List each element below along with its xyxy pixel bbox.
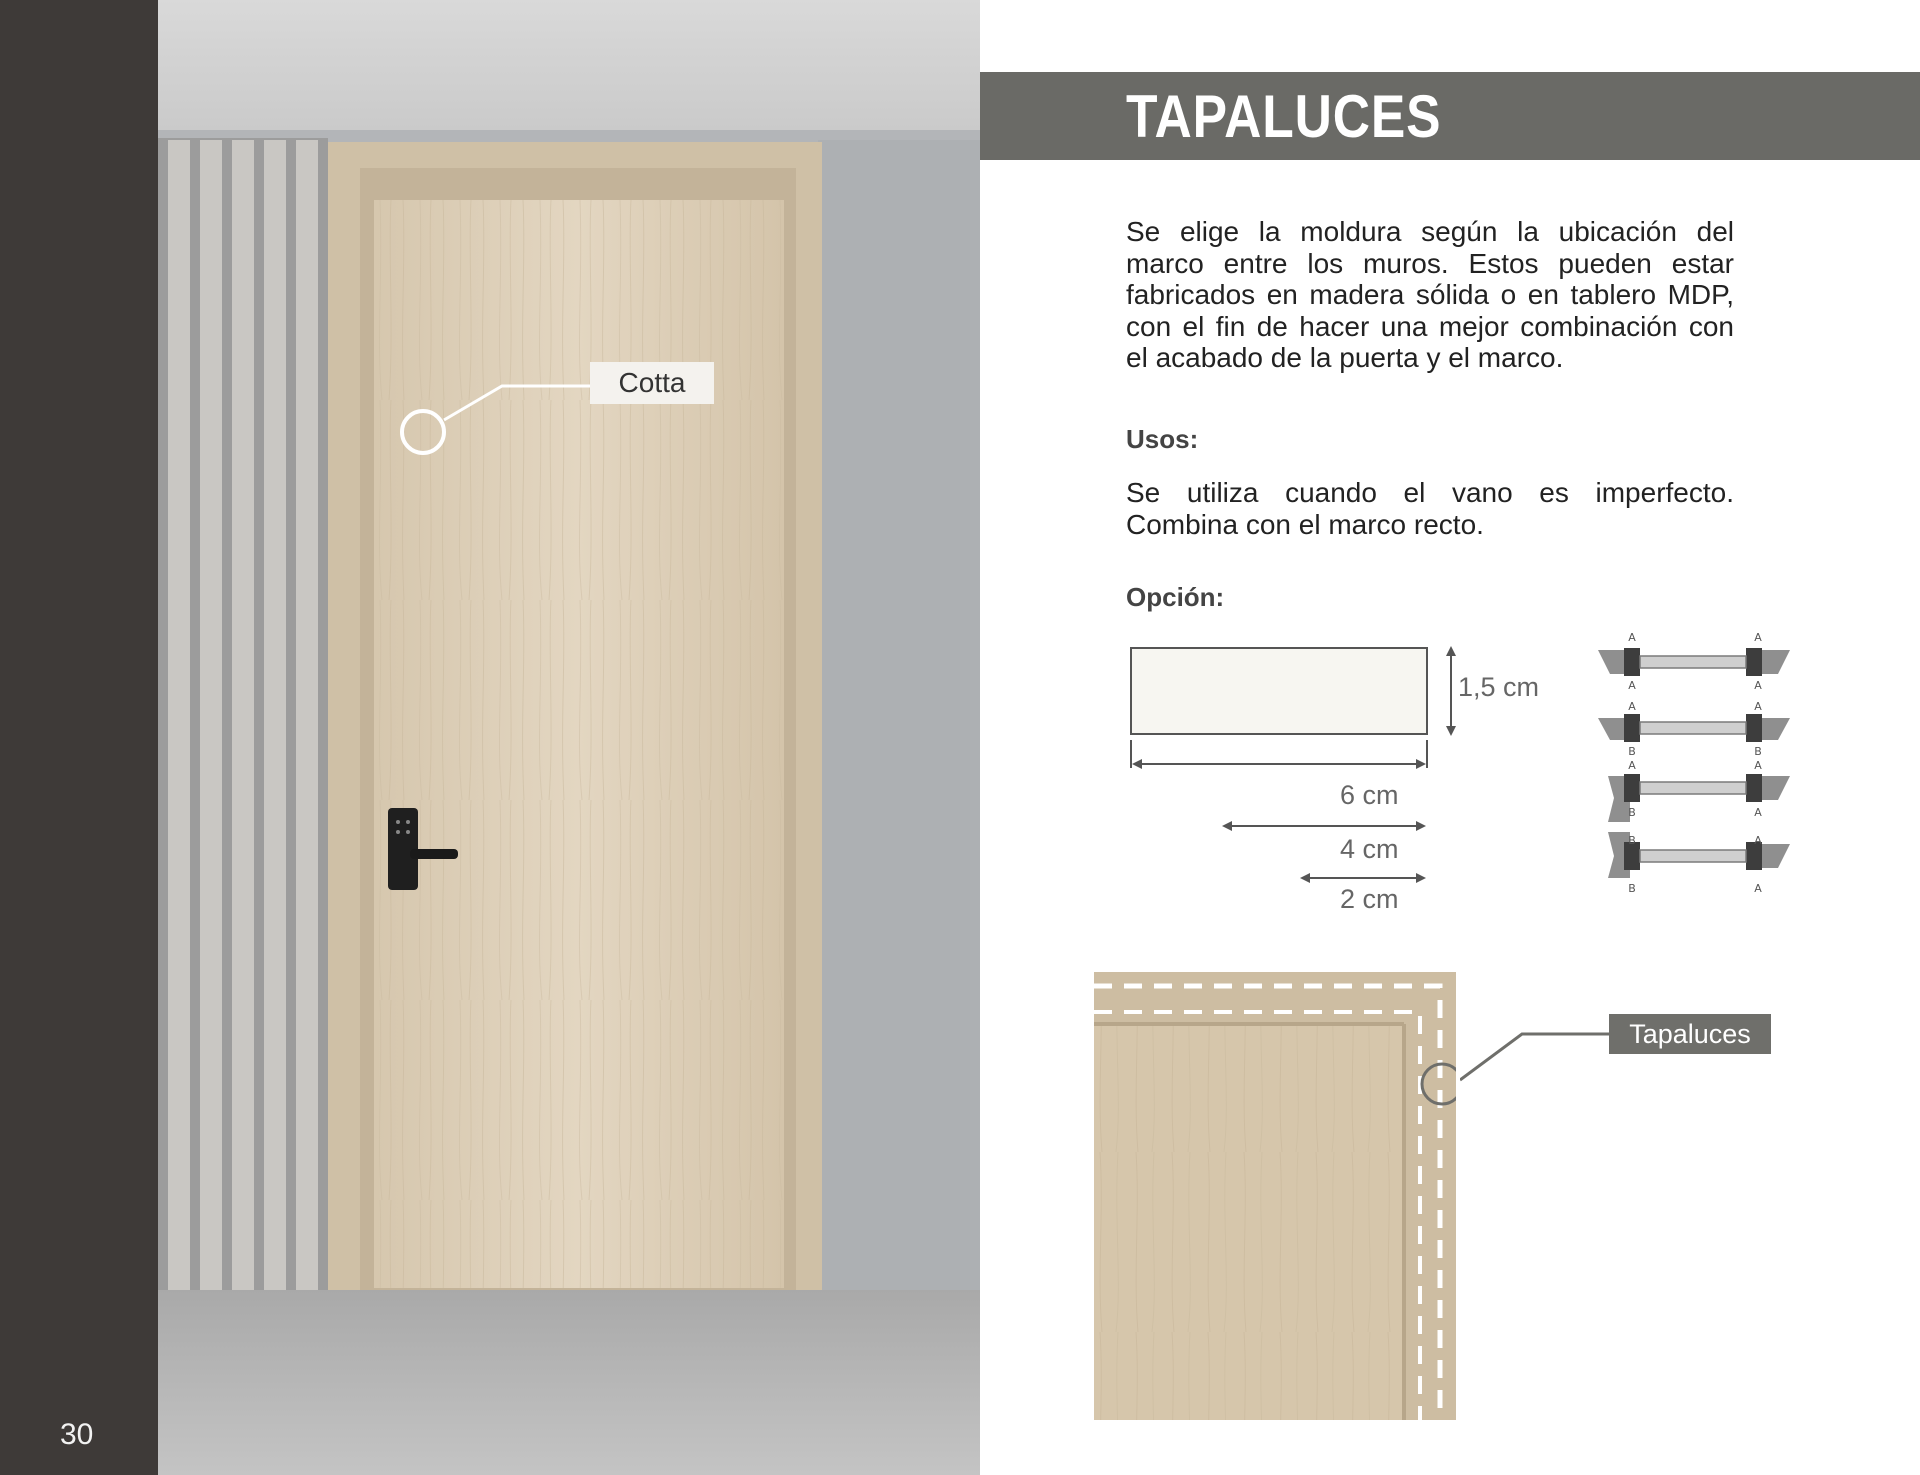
- installation-variants-diagram: [1596, 628, 1792, 898]
- door-illustration: [158, 0, 980, 1475]
- row2-left-top-letter: A: [1628, 700, 1636, 713]
- row2-left-bottom-letter: B: [1628, 745, 1636, 758]
- door-finish-callout: Cotta: [590, 362, 714, 404]
- width-label-2cm: 2 cm: [1340, 884, 1399, 914]
- left-margin-band: [0, 0, 158, 1475]
- row3-left-top-letter: A: [1628, 759, 1636, 772]
- thickness-label: 1,5 cm: [1458, 672, 1540, 702]
- width-label-4cm: 4 cm: [1340, 834, 1399, 864]
- page-number: 30: [60, 1418, 94, 1451]
- molding-profile: [1131, 648, 1427, 734]
- row3-left-bottom-letter: B: [1628, 806, 1636, 819]
- uses-heading: Usos:: [1126, 424, 1199, 454]
- page-title: TAPALUCES: [1126, 83, 1442, 150]
- option-heading: Opción:: [1126, 582, 1225, 612]
- row2-right-top-letter: A: [1754, 700, 1762, 713]
- row4-right-top-letter: A: [1754, 834, 1762, 847]
- row3-right-top-letter: A: [1754, 759, 1762, 772]
- width-label-6cm: 6 cm: [1340, 780, 1399, 810]
- row1-right-bottom-letter: A: [1754, 679, 1762, 692]
- row3-right-bottom-letter: A: [1754, 806, 1762, 819]
- door-photo: [158, 0, 980, 1475]
- molding-callout-leader: [1460, 1026, 1612, 1096]
- molding-closeup-photo: [1094, 972, 1456, 1420]
- row2-right-bottom-letter: B: [1754, 745, 1762, 758]
- row1-left-top-letter: A: [1628, 631, 1636, 644]
- row4-right-bottom-letter: A: [1754, 882, 1762, 895]
- intro-paragraph: Se elige la moldura según la ubicación del marco entre los muros. Estos pueden estar fabricados en madera sólida o en tablero MDP, con el fin de hacer una mejor combinación con el acabado de la puerta y el marco.: [1126, 216, 1734, 373]
- row1-right-top-letter: A: [1754, 631, 1762, 644]
- header-bar: [980, 72, 1920, 160]
- row1-left-bottom-letter: A: [1628, 679, 1636, 692]
- row4-left-bottom-letter: B: [1628, 882, 1636, 895]
- row4-left-top-letter: B: [1628, 834, 1636, 847]
- uses-paragraph: Se utiliza cuando el vano es imperfecto. Combina con el marco recto.: [1126, 477, 1734, 540]
- molding-callout: Tapaluces: [1609, 1014, 1771, 1054]
